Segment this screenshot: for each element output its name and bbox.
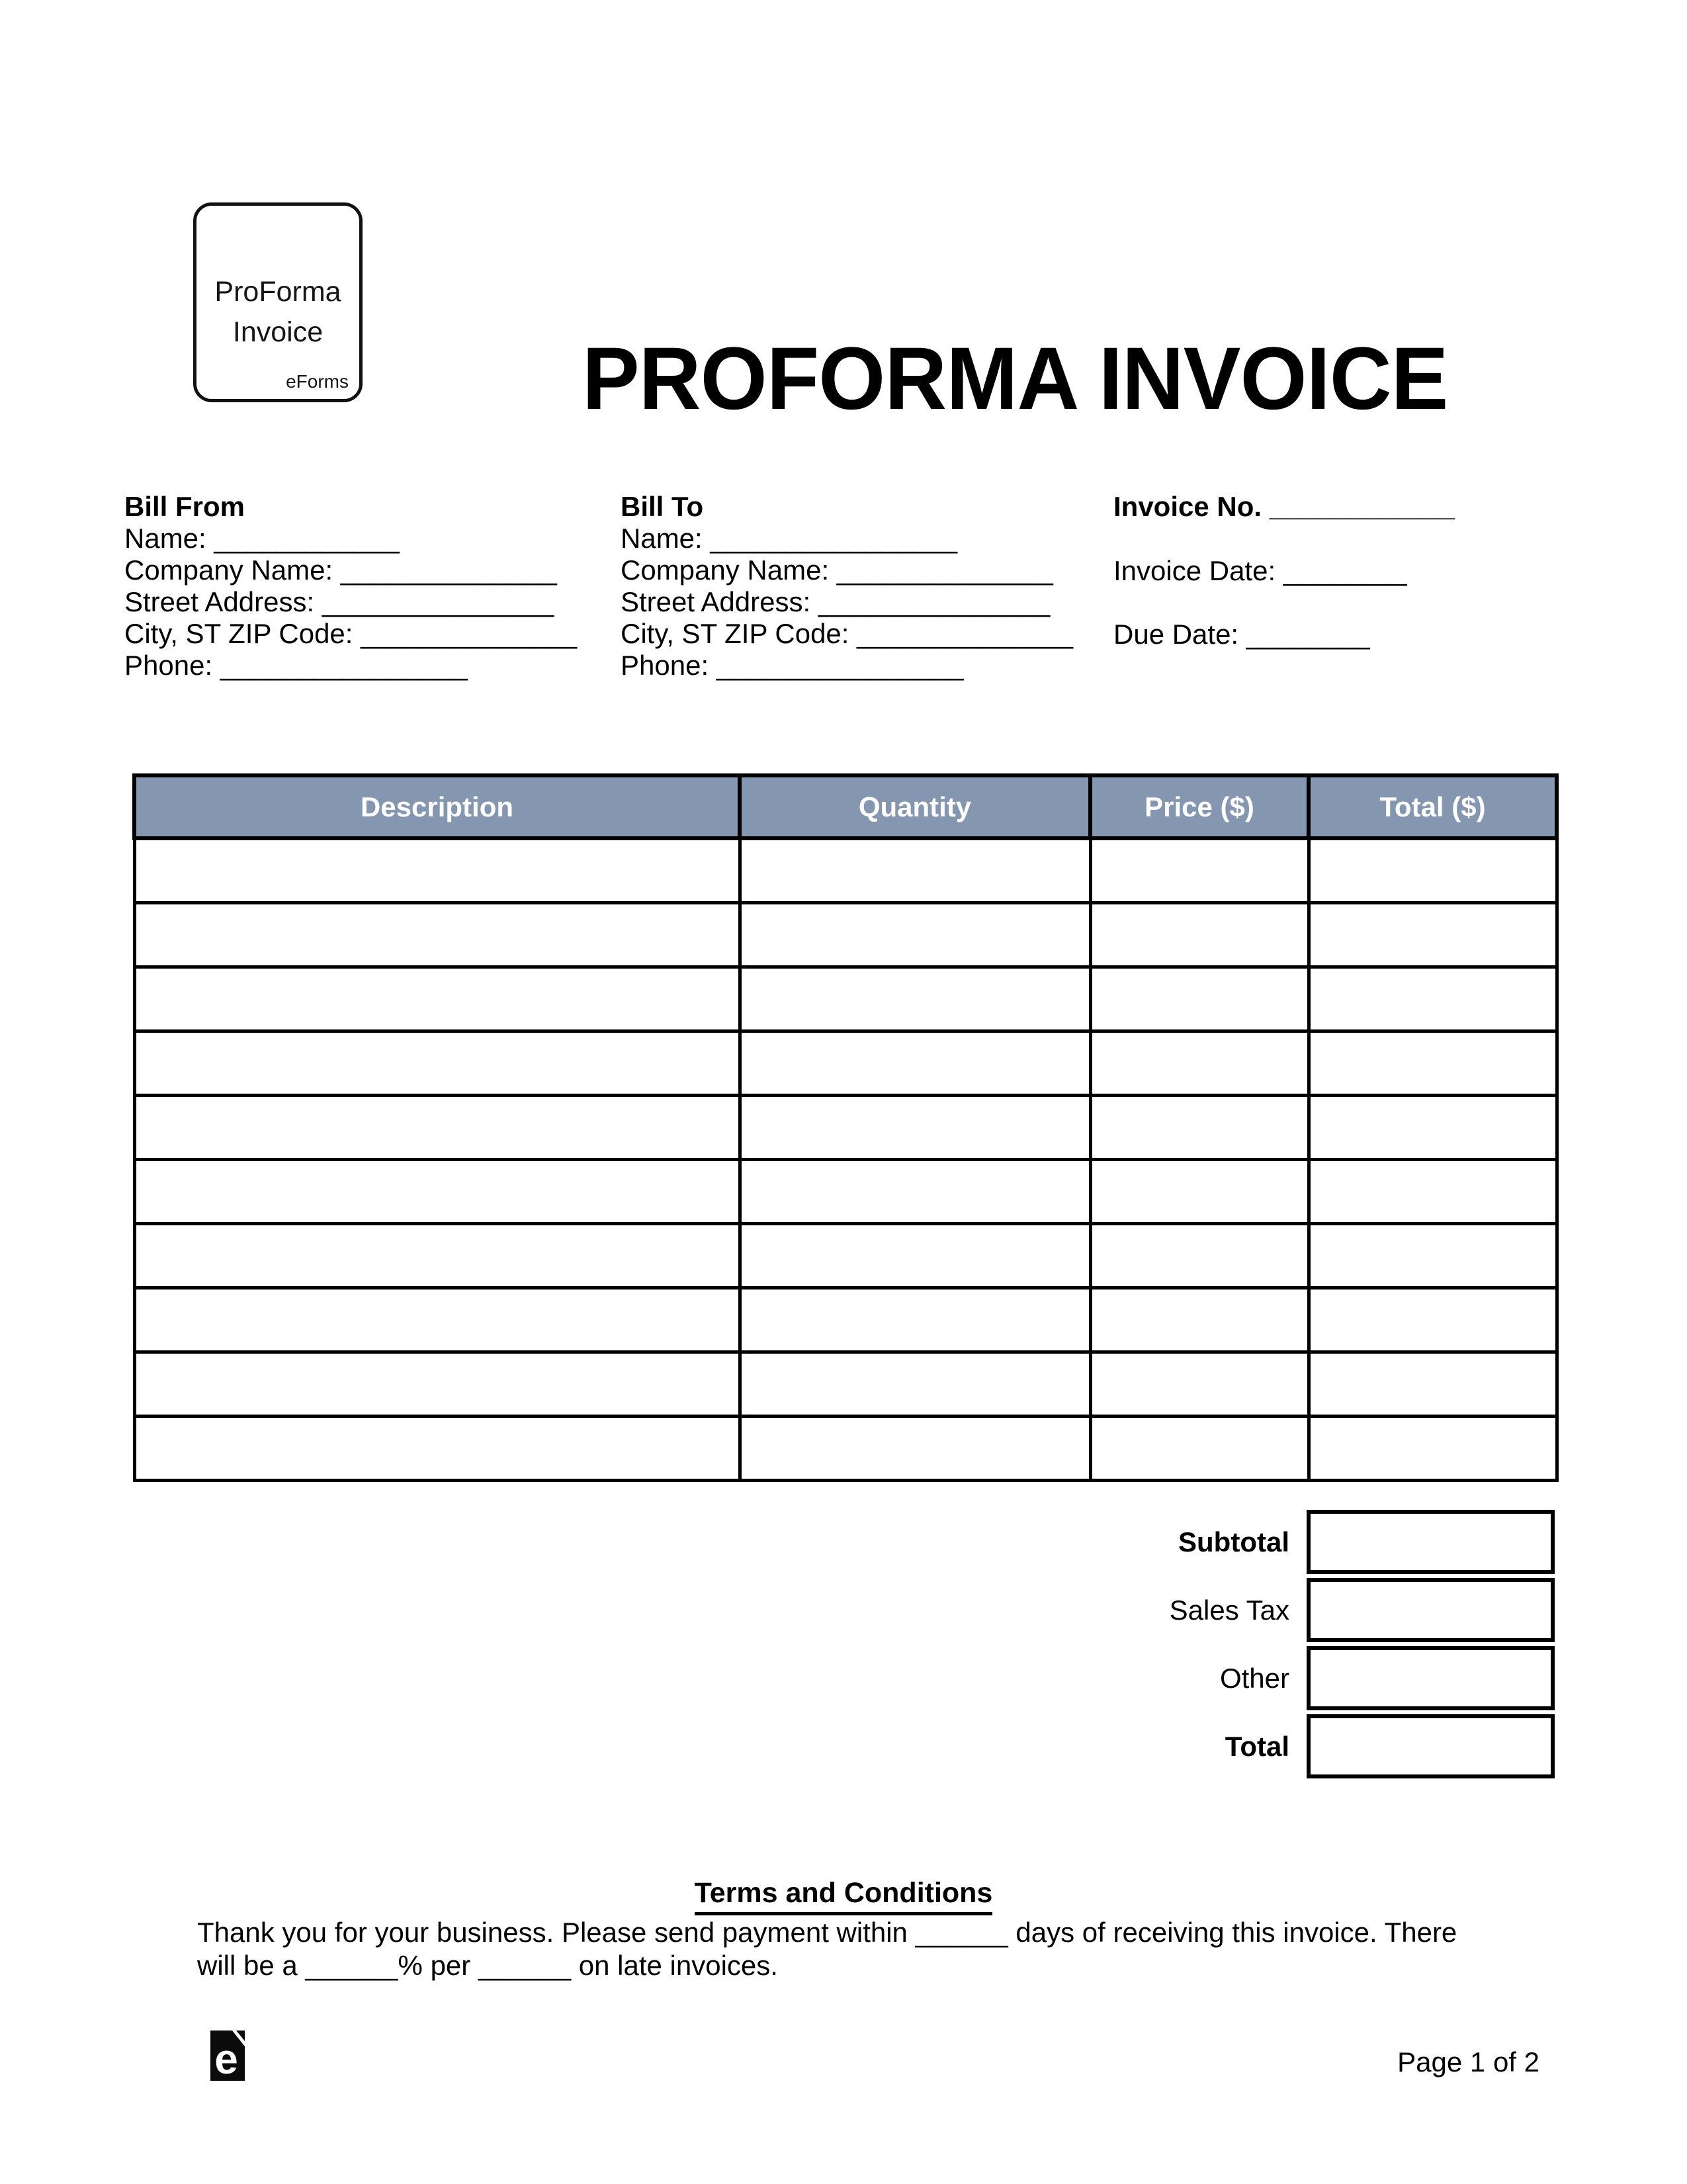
item-cell xyxy=(1090,1160,1309,1224)
item-row xyxy=(134,838,1557,903)
subtotal-label: Subtotal xyxy=(1178,1526,1289,1557)
item-row xyxy=(134,1417,1557,1481)
logo-title-line2: Invoice xyxy=(232,316,324,348)
item-cell xyxy=(1090,903,1309,967)
item-row xyxy=(134,903,1557,967)
bill-from-name-field: Name: ____________ xyxy=(124,523,400,554)
terms-heading-wrap xyxy=(0,1876,1687,1915)
item-cell xyxy=(134,1417,740,1481)
column-header-description: Description xyxy=(134,775,740,838)
eforms-document-icon xyxy=(208,2029,247,2083)
bill-to-section xyxy=(621,491,1073,681)
item-cell xyxy=(134,1031,740,1096)
item-cell xyxy=(1090,967,1309,1031)
bill-to-phone-field: Phone: ________________ xyxy=(621,650,964,681)
item-cell xyxy=(1090,1031,1309,1096)
item-cell xyxy=(1309,967,1557,1031)
logo-brand-text: eForms xyxy=(286,371,349,392)
other-row xyxy=(132,1646,1555,1710)
invoice-number-field: Invoice No. ____________ xyxy=(1113,491,1455,522)
item-cell xyxy=(740,1288,1090,1352)
item-cell xyxy=(1309,1224,1557,1288)
item-cell xyxy=(740,1096,1090,1160)
terms-heading: Terms and Conditions xyxy=(695,1876,993,1915)
item-cell xyxy=(1309,838,1557,903)
item-cell xyxy=(1309,1096,1557,1160)
line-items-table xyxy=(132,773,1559,1482)
item-row xyxy=(134,1352,1557,1417)
item-cell xyxy=(1309,1160,1557,1224)
other-value-box xyxy=(1307,1646,1555,1710)
totals-section xyxy=(132,1510,1555,1782)
item-cell xyxy=(1090,838,1309,903)
bill-from-street-field: Street Address: _______________ xyxy=(124,586,554,617)
item-cell xyxy=(1090,1417,1309,1481)
bill-from-phone-field: Phone: ________________ xyxy=(124,650,468,681)
logo-title xyxy=(196,272,359,353)
item-cell xyxy=(134,903,740,967)
sales-tax-row xyxy=(132,1578,1555,1642)
subtotal-value-box xyxy=(1307,1510,1555,1574)
eforms-logo-badge xyxy=(193,202,363,402)
total-row xyxy=(132,1714,1555,1778)
item-cell xyxy=(740,967,1090,1031)
item-row xyxy=(134,1224,1557,1288)
item-cell xyxy=(740,1160,1090,1224)
item-cell xyxy=(740,1352,1090,1417)
item-cell xyxy=(1090,1352,1309,1417)
item-cell xyxy=(740,838,1090,903)
column-header-quantity: Quantity xyxy=(740,775,1090,838)
item-cell xyxy=(1309,1352,1557,1417)
other-label: Other xyxy=(1219,1662,1289,1694)
item-cell xyxy=(134,967,740,1031)
bill-to-name-field: Name: ________________ xyxy=(621,523,958,554)
sales-tax-label: Sales Tax xyxy=(1169,1594,1289,1626)
item-cell xyxy=(740,903,1090,967)
item-cell xyxy=(134,1096,740,1160)
item-cell xyxy=(740,1224,1090,1288)
item-cell xyxy=(1309,1031,1557,1096)
item-cell xyxy=(134,1224,740,1288)
item-row xyxy=(134,1031,1557,1096)
sales-tax-value-box xyxy=(1307,1578,1555,1642)
bill-to-company-field: Company Name: ______________ xyxy=(621,554,1053,586)
item-cell xyxy=(1090,1096,1309,1160)
terms-line-1: Thank you for your business. Please send payment within ______ days of receiving this invoice. There xyxy=(197,1917,1457,1948)
logo-title-line1: ProForma xyxy=(214,276,341,308)
bill-from-city-field: City, ST ZIP Code: ______________ xyxy=(124,618,578,649)
item-cell xyxy=(134,1352,740,1417)
item-cell xyxy=(740,1031,1090,1096)
item-cell xyxy=(1090,1224,1309,1288)
item-cell xyxy=(134,1288,740,1352)
item-cell xyxy=(134,1160,740,1224)
invoice-meta-section xyxy=(1113,491,1455,650)
item-cell xyxy=(134,838,740,903)
table-header-row xyxy=(134,775,1557,838)
invoice-date-field: Invoice Date: ________ xyxy=(1113,555,1407,586)
total-label: Total xyxy=(1225,1730,1289,1762)
item-row xyxy=(134,1096,1557,1160)
item-row xyxy=(134,1288,1557,1352)
item-row xyxy=(134,1160,1557,1224)
terms-paragraph xyxy=(197,1916,1520,1982)
svg-text:e: e xyxy=(214,2035,238,2083)
bill-from-company-field: Company Name: ______________ xyxy=(124,554,557,586)
page-title: PROFORMA INVOICE xyxy=(582,329,1448,428)
bill-to-city-field: City, ST ZIP Code: ______________ xyxy=(621,618,1074,649)
column-header-price: Price ($) xyxy=(1090,775,1309,838)
bill-from-heading: Bill From xyxy=(124,491,245,522)
item-cell xyxy=(1309,903,1557,967)
item-cell xyxy=(1309,1288,1557,1352)
column-header-total: Total ($) xyxy=(1309,775,1557,838)
total-value-box xyxy=(1307,1714,1555,1778)
due-date-field: Due Date: ________ xyxy=(1113,619,1370,650)
item-row xyxy=(134,967,1557,1031)
bill-from-section xyxy=(124,491,577,681)
item-cell xyxy=(740,1417,1090,1481)
bill-to-street-field: Street Address: _______________ xyxy=(621,586,1051,617)
page-number-label: Page 1 of 2 xyxy=(1397,2046,1539,2077)
item-cell xyxy=(1090,1288,1309,1352)
subtotal-row xyxy=(132,1510,1555,1574)
terms-line-2: will be a ______% per ______ on late invoices. xyxy=(197,1950,778,1981)
bill-to-heading: Bill To xyxy=(621,491,704,522)
item-cell xyxy=(1309,1417,1557,1481)
